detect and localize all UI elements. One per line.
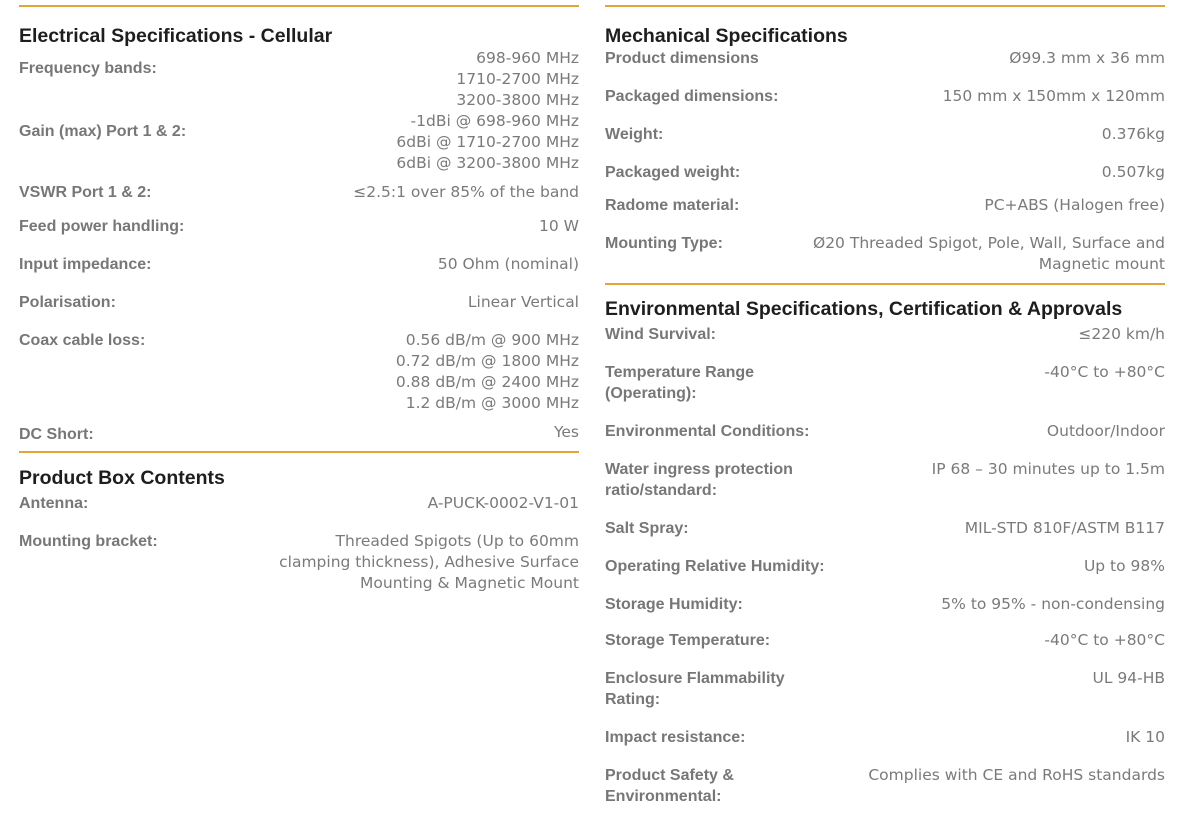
spec-label: Coax cable loss: <box>19 332 146 349</box>
spec-row-water-ingress <box>605 459 1165 501</box>
spec-row-weight <box>605 124 1165 145</box>
spec-row-salt-spray <box>605 518 1165 539</box>
spec-label: Water ingress protection ratio/standard: <box>605 461 793 499</box>
spec-value: 698-960 MHz 1710-2700 MHz 3200-3800 MHz <box>456 49 579 109</box>
spec-label: Product Safety & Environmental: <box>605 767 734 805</box>
spec-value: Complies with CE and RoHS standards <box>868 766 1165 784</box>
spec-row-product-dimensions <box>605 48 1165 69</box>
right-column <box>605 0 1165 807</box>
spec-value: A-PUCK-0002-V1-01 <box>427 494 579 512</box>
spec-value: IP 68 – 30 minutes up to 1.5m <box>931 460 1165 478</box>
spec-label: Input impedance: <box>19 256 152 273</box>
spec-value: 150 mm x 150mm x 120mm <box>942 87 1165 105</box>
spec-value: ≤2.5:1 over 85% of the band <box>353 183 579 201</box>
spec-row-temperature-range <box>605 362 1165 404</box>
spec-value: Linear Vertical <box>467 293 579 311</box>
spec-label: Product dimensions <box>605 50 759 67</box>
spec-value: 0.56 dB/m @ 900 MHz 0.72 dB/m @ 1800 MHz 0.88 dB/m @ 2400 MHz 1.2 dB/m @ 3000 MHz <box>395 331 579 412</box>
spec-label: Radome material: <box>605 197 740 214</box>
spec-value: Ø99.3 mm x 36 mm <box>1009 49 1165 67</box>
spec-label: Packaged dimensions: <box>605 88 779 105</box>
spec-row-packaged-weight <box>605 162 1165 183</box>
electrical-spec-list <box>19 48 579 445</box>
spec-value: Outdoor/Indoor <box>1046 422 1165 440</box>
spec-label: Gain (max) Port 1 & 2: <box>19 123 187 140</box>
spec-label: Temperature Range (Operating): <box>605 364 755 402</box>
spec-value: 5% to 95% - non-condensing <box>941 595 1165 613</box>
spec-label: Storage Temperature: <box>605 632 771 649</box>
spec-row-storage-temperature <box>605 630 1165 651</box>
section-divider <box>19 5 579 7</box>
spec-row-mounting-type <box>605 233 1165 275</box>
box-section-title: Product Box Contents <box>19 467 225 489</box>
spec-row-impact-resistance <box>605 727 1165 748</box>
spec-value: Up to 98% <box>1083 557 1165 575</box>
spec-label: Antenna: <box>19 495 89 512</box>
spec-label: VSWR Port 1 & 2: <box>19 184 152 201</box>
spec-label: Wind Survival: <box>605 326 716 343</box>
spec-label: Salt Spray: <box>605 520 689 537</box>
spec-row-frequency-bands <box>19 48 579 111</box>
spec-row-environmental-conditions <box>605 421 1165 442</box>
spec-row-input-impedance <box>19 254 579 275</box>
mechanical-spec-list <box>605 48 1165 275</box>
spec-row-polarisation <box>19 292 579 313</box>
spec-row-storage-humidity <box>605 594 1165 615</box>
spec-row-product-safety <box>605 765 1165 807</box>
section-divider <box>605 5 1165 7</box>
spec-value: 50 Ohm (nominal) <box>437 255 579 273</box>
spec-value: -40°C to +80°C <box>1044 631 1165 649</box>
spec-value: IK 10 <box>1125 728 1165 746</box>
spec-row-operating-humidity <box>605 556 1165 577</box>
environmental-spec-list <box>605 324 1165 807</box>
spec-row-mounting-bracket <box>19 531 579 594</box>
electrical-section-title: Electrical Specifications - Cellular <box>19 25 333 47</box>
spec-value: -1dBi @ 698-960 MHz 6dBi @ 1710-2700 MHz 6dBi @ 3200-3800 MHz <box>396 112 579 172</box>
spec-value: Yes <box>553 423 579 441</box>
section-divider <box>19 451 579 453</box>
spec-value: 0.376kg <box>1101 125 1165 143</box>
spec-value: -40°C to +80°C <box>1044 363 1165 381</box>
spec-value: UL 94-HB <box>1092 669 1165 687</box>
spec-label: Feed power handling: <box>19 218 185 235</box>
spec-value: 0.507kg <box>1101 163 1165 181</box>
spec-row-vswr <box>19 182 579 203</box>
spec-label: Environmental Conditions: <box>605 423 810 440</box>
spec-value: Threaded Spigots (Up to 60mm clamping thickness), Adhesive Surface Mounting & Magnetic Mount <box>279 532 579 592</box>
spec-value: MIL-STD 810F/ASTM B117 <box>964 519 1165 537</box>
spec-value: Ø20 Threaded Spigot, Pole, Wall, Surface and Magnetic mount <box>813 234 1165 273</box>
environmental-section-title: Environmental Specifications, Certification & Approvals <box>605 298 1123 320</box>
spec-label: Frequency bands: <box>19 60 157 77</box>
spec-label: DC Short: <box>19 426 94 443</box>
spec-value: PC+ABS (Halogen free) <box>984 196 1165 214</box>
spec-value: 10 W <box>539 217 579 235</box>
mechanical-section-title: Mechanical Specifications <box>605 25 848 47</box>
spec-row-gain <box>19 111 579 174</box>
box-contents-list <box>19 493 579 594</box>
spec-label: Impact resistance: <box>605 729 746 746</box>
spec-row-dc-short <box>19 422 579 445</box>
section-divider <box>605 283 1165 285</box>
spec-label: Packaged weight: <box>605 164 741 181</box>
spec-row-packaged-dimensions <box>605 86 1165 107</box>
spec-label: Mounting bracket: <box>19 533 158 550</box>
spec-label: Mounting Type: <box>605 235 723 252</box>
spec-row-coax-loss <box>19 330 579 414</box>
spec-value: ≤220 km/h <box>1078 325 1165 343</box>
spec-label: Operating Relative Humidity: <box>605 558 825 575</box>
spec-row-flammability <box>605 668 1165 710</box>
spec-row-antenna <box>19 493 579 514</box>
spec-label: Weight: <box>605 126 664 143</box>
spec-row-radome-material <box>605 195 1165 216</box>
spec-label: Enclosure Flammability Rating: <box>605 670 785 708</box>
spec-label: Polarisation: <box>19 294 116 311</box>
left-column <box>19 0 579 594</box>
spec-row-feed-power <box>19 216 579 237</box>
spec-row-wind-survival <box>605 324 1165 345</box>
spec-label: Storage Humidity: <box>605 596 743 613</box>
